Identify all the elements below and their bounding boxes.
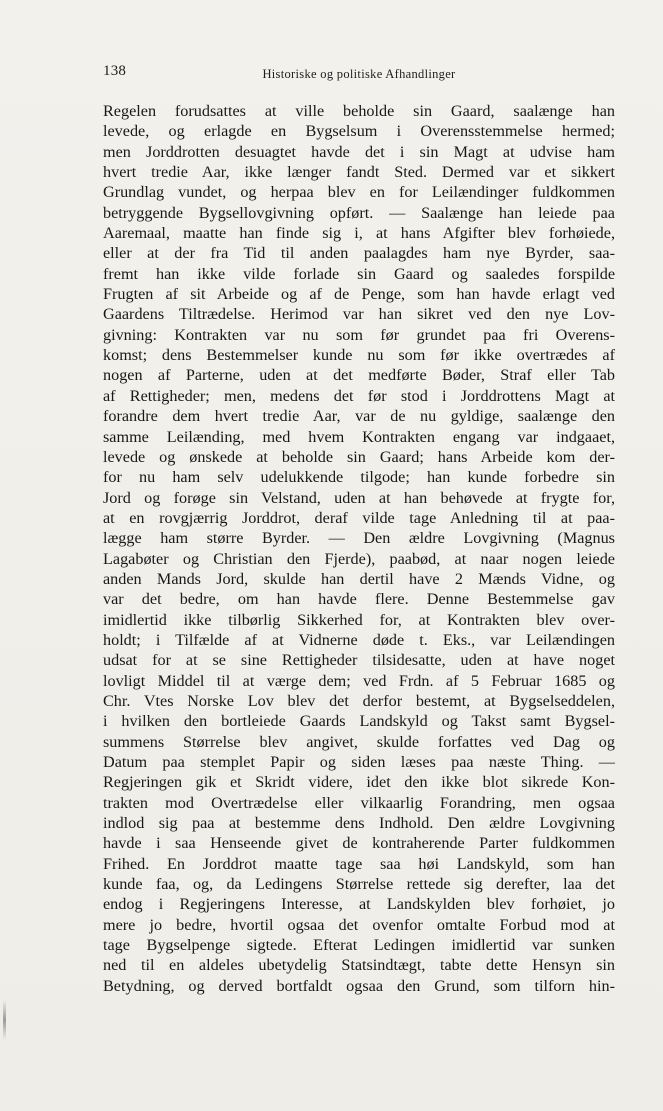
text-line: eller at der fra Tid til anden paalagdes ham nye Byrder, saa-	[103, 244, 615, 263]
text-line: Grundlag vundet, og herpaa blev en for Leilændinger fuldkommen	[103, 183, 615, 202]
running-head: Historiske og politiske Afhandlinger	[262, 67, 456, 81]
text-line: holdt; i Tilfælde af at Vidnerne døde t. Eks., var Leilændingen	[103, 630, 615, 649]
text-line: udsat for at se sine Rettigheder tilsidesatte, uden at have noget	[103, 651, 615, 670]
text-line: tage Bygselpenge sigtede. Efterat Ledingen imidlertid var sunken	[103, 936, 615, 955]
text-line: ned til en aldeles ubetydelig Statsindtægt, tabte dette Hensyn sin	[103, 956, 615, 975]
text-line: forandre dem hvert tredie Aar, var de nu gyldige, saalænge den	[103, 407, 615, 426]
text-line: nogen af Parterne, uden at det medførte Bøder, Straf eller Tab	[103, 366, 615, 385]
text-line: indlod sig paa at bestemme dens Indhold. Den ældre Lovgivning	[103, 814, 615, 833]
body-text	[103, 101, 615, 996]
text-line: havde i saa Henseende givet de kontraherende Parter fuldkommen	[103, 834, 615, 853]
text-line: for nu ham selv udelukkende tilgode; han kunde forbedre sin	[103, 468, 615, 487]
scan-edge-shadow	[3, 1000, 6, 1040]
text-line: i hvilken den bortleiede Gaards Landskyld og Takst samt Bygsel-	[103, 712, 615, 731]
text-line: kunde faa, og, da Ledingens Størrelse rettede sig derefter, laa det	[103, 875, 615, 894]
text-line: givning: Kontrakten var nu som før grundet paa fri Overens-	[103, 325, 615, 344]
text-line: Datum paa stemplet Papir og siden læses paa næste Thing. —	[103, 753, 615, 771]
text-line: endog i Regjeringens Interesse, at Landskylden blev forhøiet, jo	[103, 895, 615, 914]
text-line: summens Størrelse blev angivet, skulde forfattes ved Dag og	[103, 732, 615, 751]
page-header	[103, 63, 615, 85]
text-line: fremt han ikke vilde forlade sin Gaard og saaledes forspilde	[103, 264, 615, 283]
page-number: 138	[103, 63, 127, 79]
text-line: Regjeringen gik et Skridt videre, idet den ikke blot sikrede Kon-	[103, 773, 615, 792]
text-line: Regelen forudsattes at ville beholde sin Gaard, saalænge han	[103, 102, 615, 120]
text-line: men Jorddrotten desuagtet havde det i sin Magt at udvise ham	[103, 142, 615, 161]
text-line: levede, og erlagde en Bygselsum i Overensstemmelse hermed;	[103, 122, 615, 141]
text-line: Jord og forøge sin Velstand, uden at han behøvede at frygte for,	[103, 488, 615, 507]
text-line: at en rovgjærrig Jorddrot, deraf vilde tage Anledning til at paa-	[103, 508, 615, 527]
text-line: betryggende Bygsellovgivning opført. — Saalænge han leiede paa	[103, 203, 615, 222]
text-line: trakten mod Overtrædelse eller vilkaarlig Forandring, men ogsaa	[103, 793, 615, 812]
text-line: komst; dens Bestemmelser kunde nu som før ikke overtrædes af	[103, 346, 615, 365]
text-line: imidlertid ikke tilbørlig Sikkerhed for, at Kontrakten blev over-	[103, 610, 615, 629]
text-line: lovligt Middel til at værge dem; ved Frdn. af 5 Februar 1685 og	[103, 671, 615, 690]
text-line: lægge ham større Byrder. — Den ældre Lovgivning (Magnus	[103, 529, 615, 548]
text-line: Chr. Vtes Norske Lov blev det derfor bestemt, at Bygselseddelen,	[103, 691, 615, 710]
text-line: anden Mands Jord, skulde han dertil have 2 Mænds Vidne, og	[103, 569, 615, 588]
text-line: var det bedre, om han havde flere. Denne Bestemmelse gav	[103, 590, 615, 609]
text-line: Aaremaal, maatte han finde sig i, at hans Afgifter blev forhøiede,	[103, 224, 615, 243]
text-line: Gaardens Tiltrædelse. Herimod var han sikret ved den nye Lov-	[103, 305, 615, 324]
text-line: Frihed. En Jorddrot maatte tage saa høi Landskyld, som han	[103, 854, 615, 873]
text-line: Frugten af sit Arbeide og af de Penge, som han havde erlagt ved	[103, 285, 615, 304]
text-line: Lagabøter og Christian den Fjerde), paabød, at naar nogen leiede	[103, 549, 615, 568]
text-line: Betydning, og derved bortfaldt ogsaa den Grund, som tilforn hin-	[103, 976, 615, 995]
text-line: hvert tredie Aar, ikke længer fandt Sted. Dermed var et sikkert	[103, 163, 615, 182]
text-line: mere jo bedre, hvortil ogsaa det ovenfor omtalte Forbud mod at	[103, 915, 615, 934]
text-line: levede og ønskede at beholde sin Gaard; hans Arbeide kom der-	[103, 447, 615, 466]
text-line: samme Leilænding, med hvem Kontrakten engang var indgaaet,	[103, 427, 615, 446]
text-line: af Rettigheder; men, medens det før stod i Jorddrottens Magt at	[103, 386, 615, 405]
